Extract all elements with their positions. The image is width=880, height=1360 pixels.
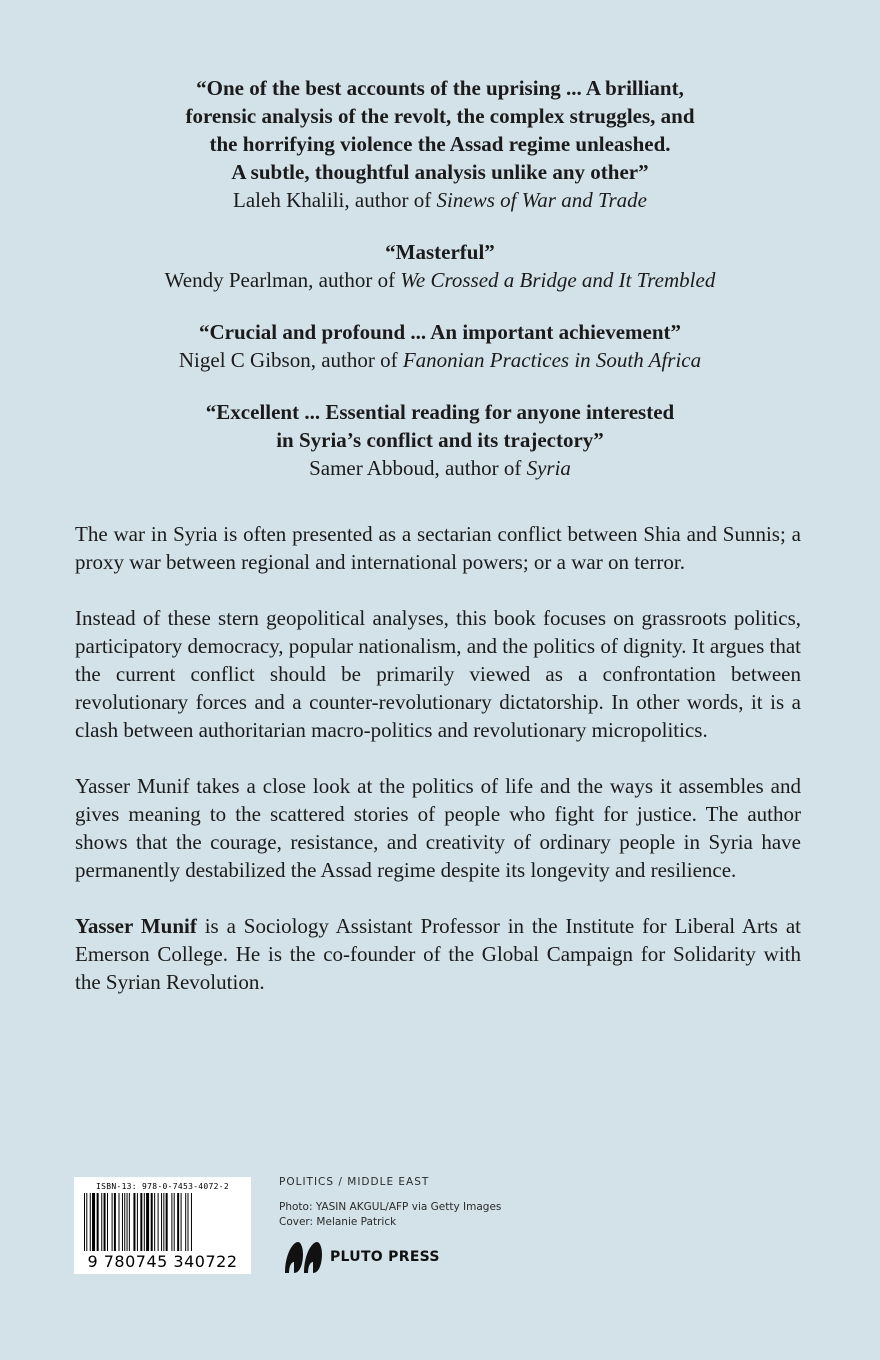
endorsement-attribution	[60, 266, 820, 294]
publisher-name: PLUTO PRESS	[330, 1249, 440, 1265]
endorsement-1	[60, 74, 820, 214]
endorser: Wendy Pearlman, author of	[164, 268, 401, 292]
endorser: Nigel C Gibson, author of	[178, 348, 403, 372]
endorsement-quote: “One of the best accounts of the uprising ... A brilliant, forensic analysis of the revolt, the complex struggles, and the horrifying violence the Assad regime unleashed. A subtle, thoughtful analysis unlike any other”	[185, 76, 695, 184]
endorsement-attribution	[60, 186, 820, 214]
endorser-work: Syria	[526, 456, 571, 480]
author-name: Yasser Munif	[75, 914, 197, 938]
blurb-paragraph-2: Instead of these stern geopolitical analyses, this book focuses on grassroots politics, participatory democracy, popular nationalism, and the politics of dignity. It argues that the current conflict should be primarily viewed as a confrontation between revolutionary forces and a counter-revolutionary dictatorship. In other words, it is a clash between authoritarian macro-politics and revolutionary micropolitics.	[75, 606, 801, 742]
endorsement-attribution	[60, 346, 820, 374]
barcode-bars	[84, 1193, 241, 1251]
endorsement-quote: “Masterful”	[385, 240, 495, 264]
author-bio	[75, 912, 801, 996]
cover-credit: Cover: Melanie Patrick	[279, 1216, 397, 1228]
photo-credit: Photo: YASIN AKGUL/AFP via Getty Images	[279, 1201, 502, 1213]
endorsement-2	[60, 238, 820, 294]
author-bio-text: is a Sociology Assistant Professor in the Institute for Liberal Arts at Emerson College. He is the co-founder of the Global Campaign for Solidarity with the Syrian Revolution.	[75, 914, 802, 994]
endorser: Samer Abboud, author of	[309, 456, 527, 480]
endorsement-4	[60, 398, 820, 482]
endorser: Laleh Khalili, author of	[233, 188, 437, 212]
isbn-barcode	[74, 1177, 251, 1274]
publisher-logo	[284, 1240, 440, 1274]
blurb-paragraph-3: Yasser Munif takes a close look at the politics of life and the ways it assembles and gives meaning to the scattered stories of people who fight for justice. The author shows that the courage, resistance, and creativity of ordinary people in Syria have permanently destabilized the Assad regime despite its longevity and resilience.	[75, 774, 801, 882]
isbn-digits: 9 780745 340722	[87, 1252, 238, 1271]
endorsement-quote: “Crucial and profound ... An important achievement”	[198, 320, 682, 344]
blurb-paragraph-1: The war in Syria is often presented as a sectarian conflict between Shia and Sunnis; a proxy war between regional and international powers; or a war on terror.	[75, 522, 801, 574]
endorsement-3	[60, 318, 820, 374]
endorser-work: Fanonian Practices in South Africa	[402, 348, 702, 372]
endorser-work: We Crossed a Bridge and It Trembled	[400, 268, 716, 292]
subject-category: POLITICS / MIDDLE EAST	[279, 1176, 430, 1188]
blurb	[75, 520, 801, 1024]
endorser-work: Sinews of War and Trade	[436, 188, 647, 212]
endorsement-attribution	[60, 454, 820, 482]
endorsements	[60, 74, 820, 506]
pluto-press-logo-icon	[284, 1240, 324, 1274]
imprint-info	[279, 1176, 501, 1230]
endorsement-quote: “Excellent ... Essential reading for anyone interested in Syria’s conflict and its trajectory”	[205, 400, 675, 452]
isbn-label: ISBN-13: 978-0-7453-4072-2	[95, 1182, 230, 1191]
